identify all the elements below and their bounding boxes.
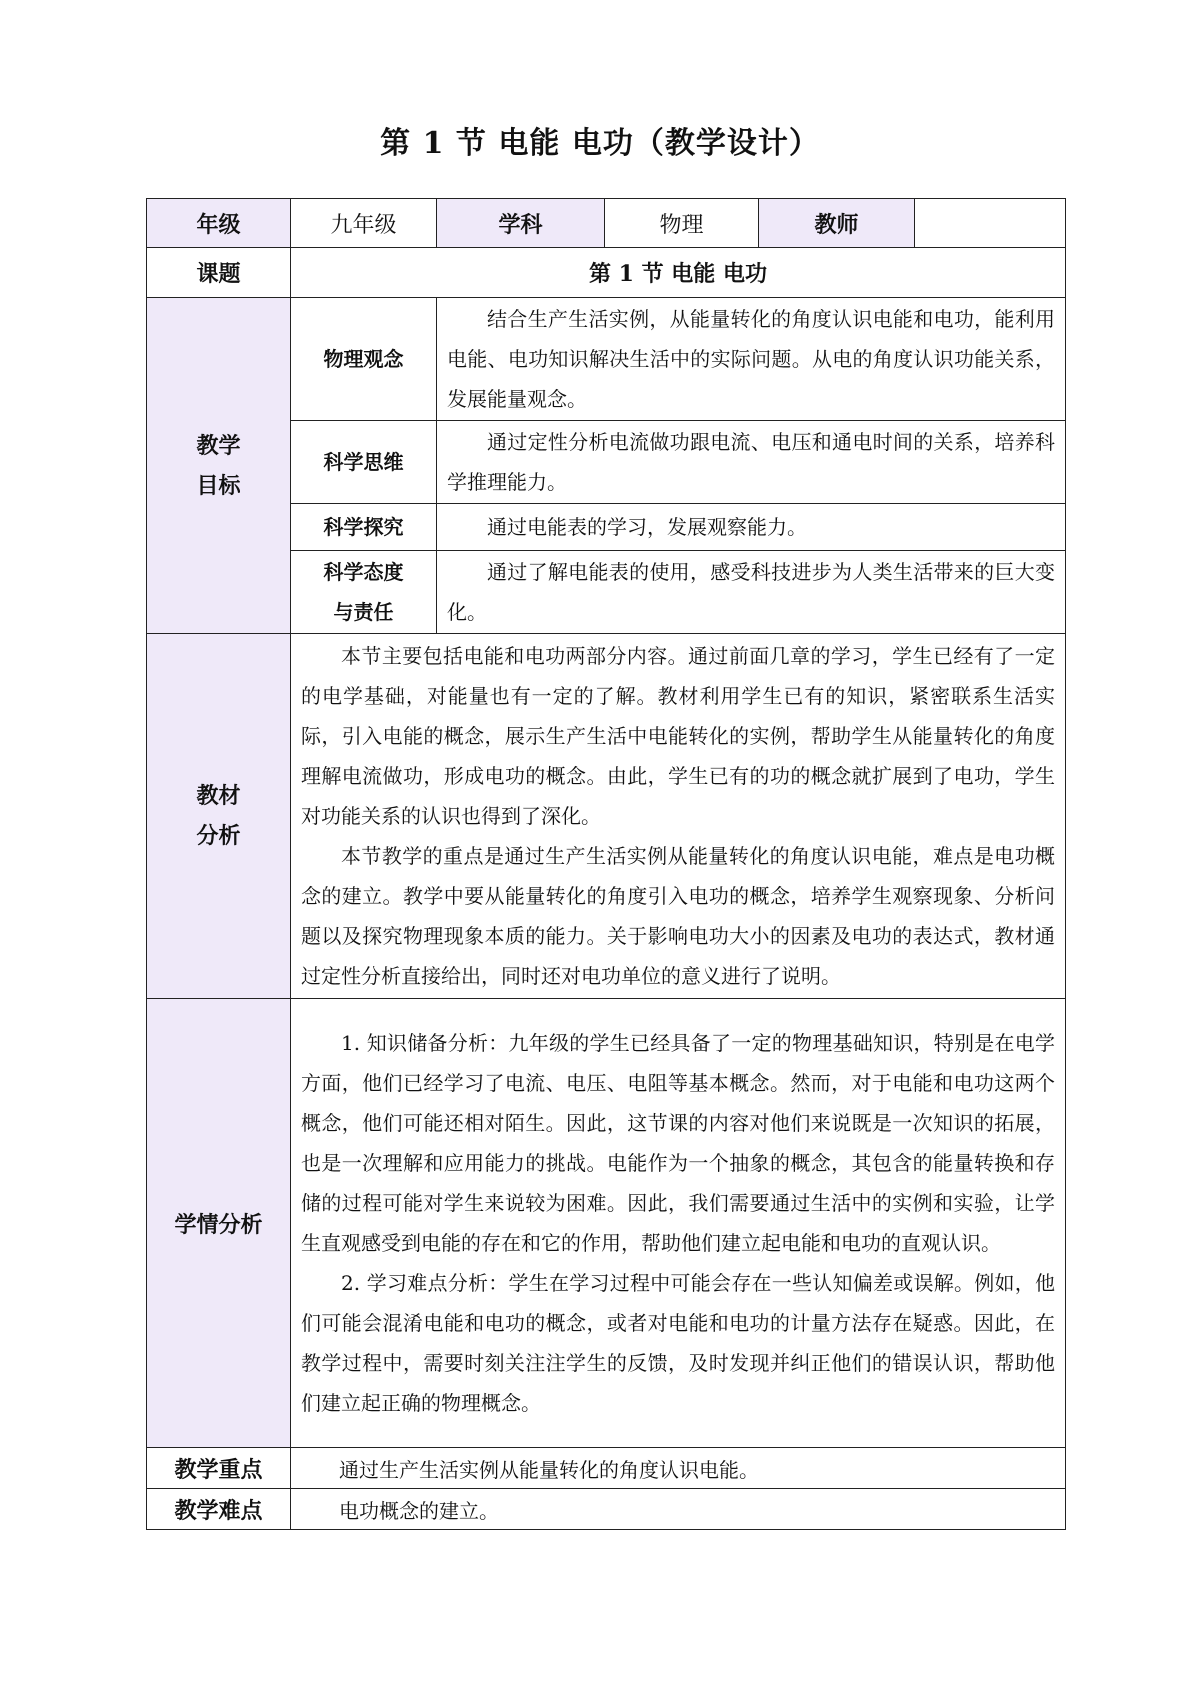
key-point-label: 教学重点 [147,1448,291,1489]
material-row [147,634,1066,999]
grade-value: 九年级 [291,199,437,248]
key-point-row [147,1448,1066,1489]
goal-name: 科学探究 [291,504,437,551]
difficulty-row [147,1489,1066,1530]
lesson-plan-table [146,198,1066,1530]
topic-value: 第 1 节 电能 电功 [291,248,1066,298]
grade-label: 年级 [147,199,291,248]
goal-name: 物理观念 [291,298,437,421]
topic-row [147,248,1066,298]
teacher-label: 教师 [759,199,915,248]
goal-text: 通过定性分析电流做功跟电流、电压和通电时间的关系，培养科学推理能力。 [437,421,1066,504]
header-row [147,199,1066,248]
goal-name: 科学思维 [291,421,437,504]
difficulty-text: 电功概念的建立。 [291,1489,1066,1530]
difficulty-label: 教学难点 [147,1489,291,1530]
learner-paragraph: 2. 学习难点分析：学生在学习过程中可能会存在一些认知偏差或误解。例如，他们可能会混淆电能和电功的概念，或者对电能和电功的计量方法存在疑惑。因此，在教学过程中，需要时刻关注注学生的反馈，及时发现并纠正他们的错误认识，帮助他们建立起正确的物理概念。 [301,1271,1055,1415]
learner-paragraph: 1. 知识储备分析：九年级的学生已经具备了一定的物理基础知识，特别是在电学方面，他们已经学习了电流、电压、电阻等基本概念。然而，对于电能和电功这两个概念，他们可能还相对陌生。因此，这节课的内容对他们来说既是一次知识的拓展，也是一次理解和应用能力的挑战。电能作为一个抽象的概念，其包含的能量转换和存储的过程可能对学生来说较为困难。因此，我们需要通过生活中的实例和实验，让学生直观感受到电能的存在和它的作用，帮助他们建立起电能和电功的直观认识。 [301,1031,1055,1255]
subject-label: 学科 [437,199,605,248]
material-label: 教材 分析 [147,634,291,999]
key-point-text: 通过生产生活实例从能量转化的角度认识电能。 [291,1448,1066,1489]
goal-text: 结合生产生活实例，从能量转化的角度认识电能和电功，能利用电能、电功知识解决生活中的实际问题。从电的角度认识功能关系，发展能量观念。 [437,298,1066,421]
page-title: 第 1 节 电能 电功（教学设计） [380,126,820,161]
goal-text: 通过了解电能表的使用，感受科技进步为人类生活带来的巨大变化。 [437,551,1066,634]
goal-row [147,298,1066,421]
material-paragraph: 本节主要包括电能和电功两部分内容。通过前面几章的学习，学生已经有了一定的电学基础，对能量也有一定的了解。教材利用学生已有的知识，紧密联系生活实际，引入电能的概念，展示生产生活中电能转化的实例，帮助学生从能量转化的角度理解电流做功，形成电功的概念。由此，学生已有的功的概念就扩展到了电功，学生对功能关系的认识也得到了深化。 [301,644,1055,828]
topic-label: 课题 [147,248,291,298]
learner-label: 学情分析 [147,999,291,1448]
subject-value: 物理 [605,199,759,248]
material-paragraph: 本节教学的重点是通过生产生活实例从能量转化的角度认识电能，难点是电功概念的建立。教学中要从能量转化的角度引入电功的概念，培养学生观察现象、分析问题以及探究物理现象本质的能力。关于影响电功大小的因素及电功的表达式，教材通过定性分析直接给出，同时还对电功单位的意义进行了说明。 [301,844,1055,988]
goal-text: 通过电能表的学习，发展观察能力。 [437,504,1066,551]
goal-name: 科学态度 与责任 [291,551,437,634]
learner-text [291,999,1066,1448]
learner-row [147,999,1066,1448]
material-text [291,634,1066,999]
goals-label: 教学 目标 [147,298,291,634]
teacher-value [915,199,1066,248]
